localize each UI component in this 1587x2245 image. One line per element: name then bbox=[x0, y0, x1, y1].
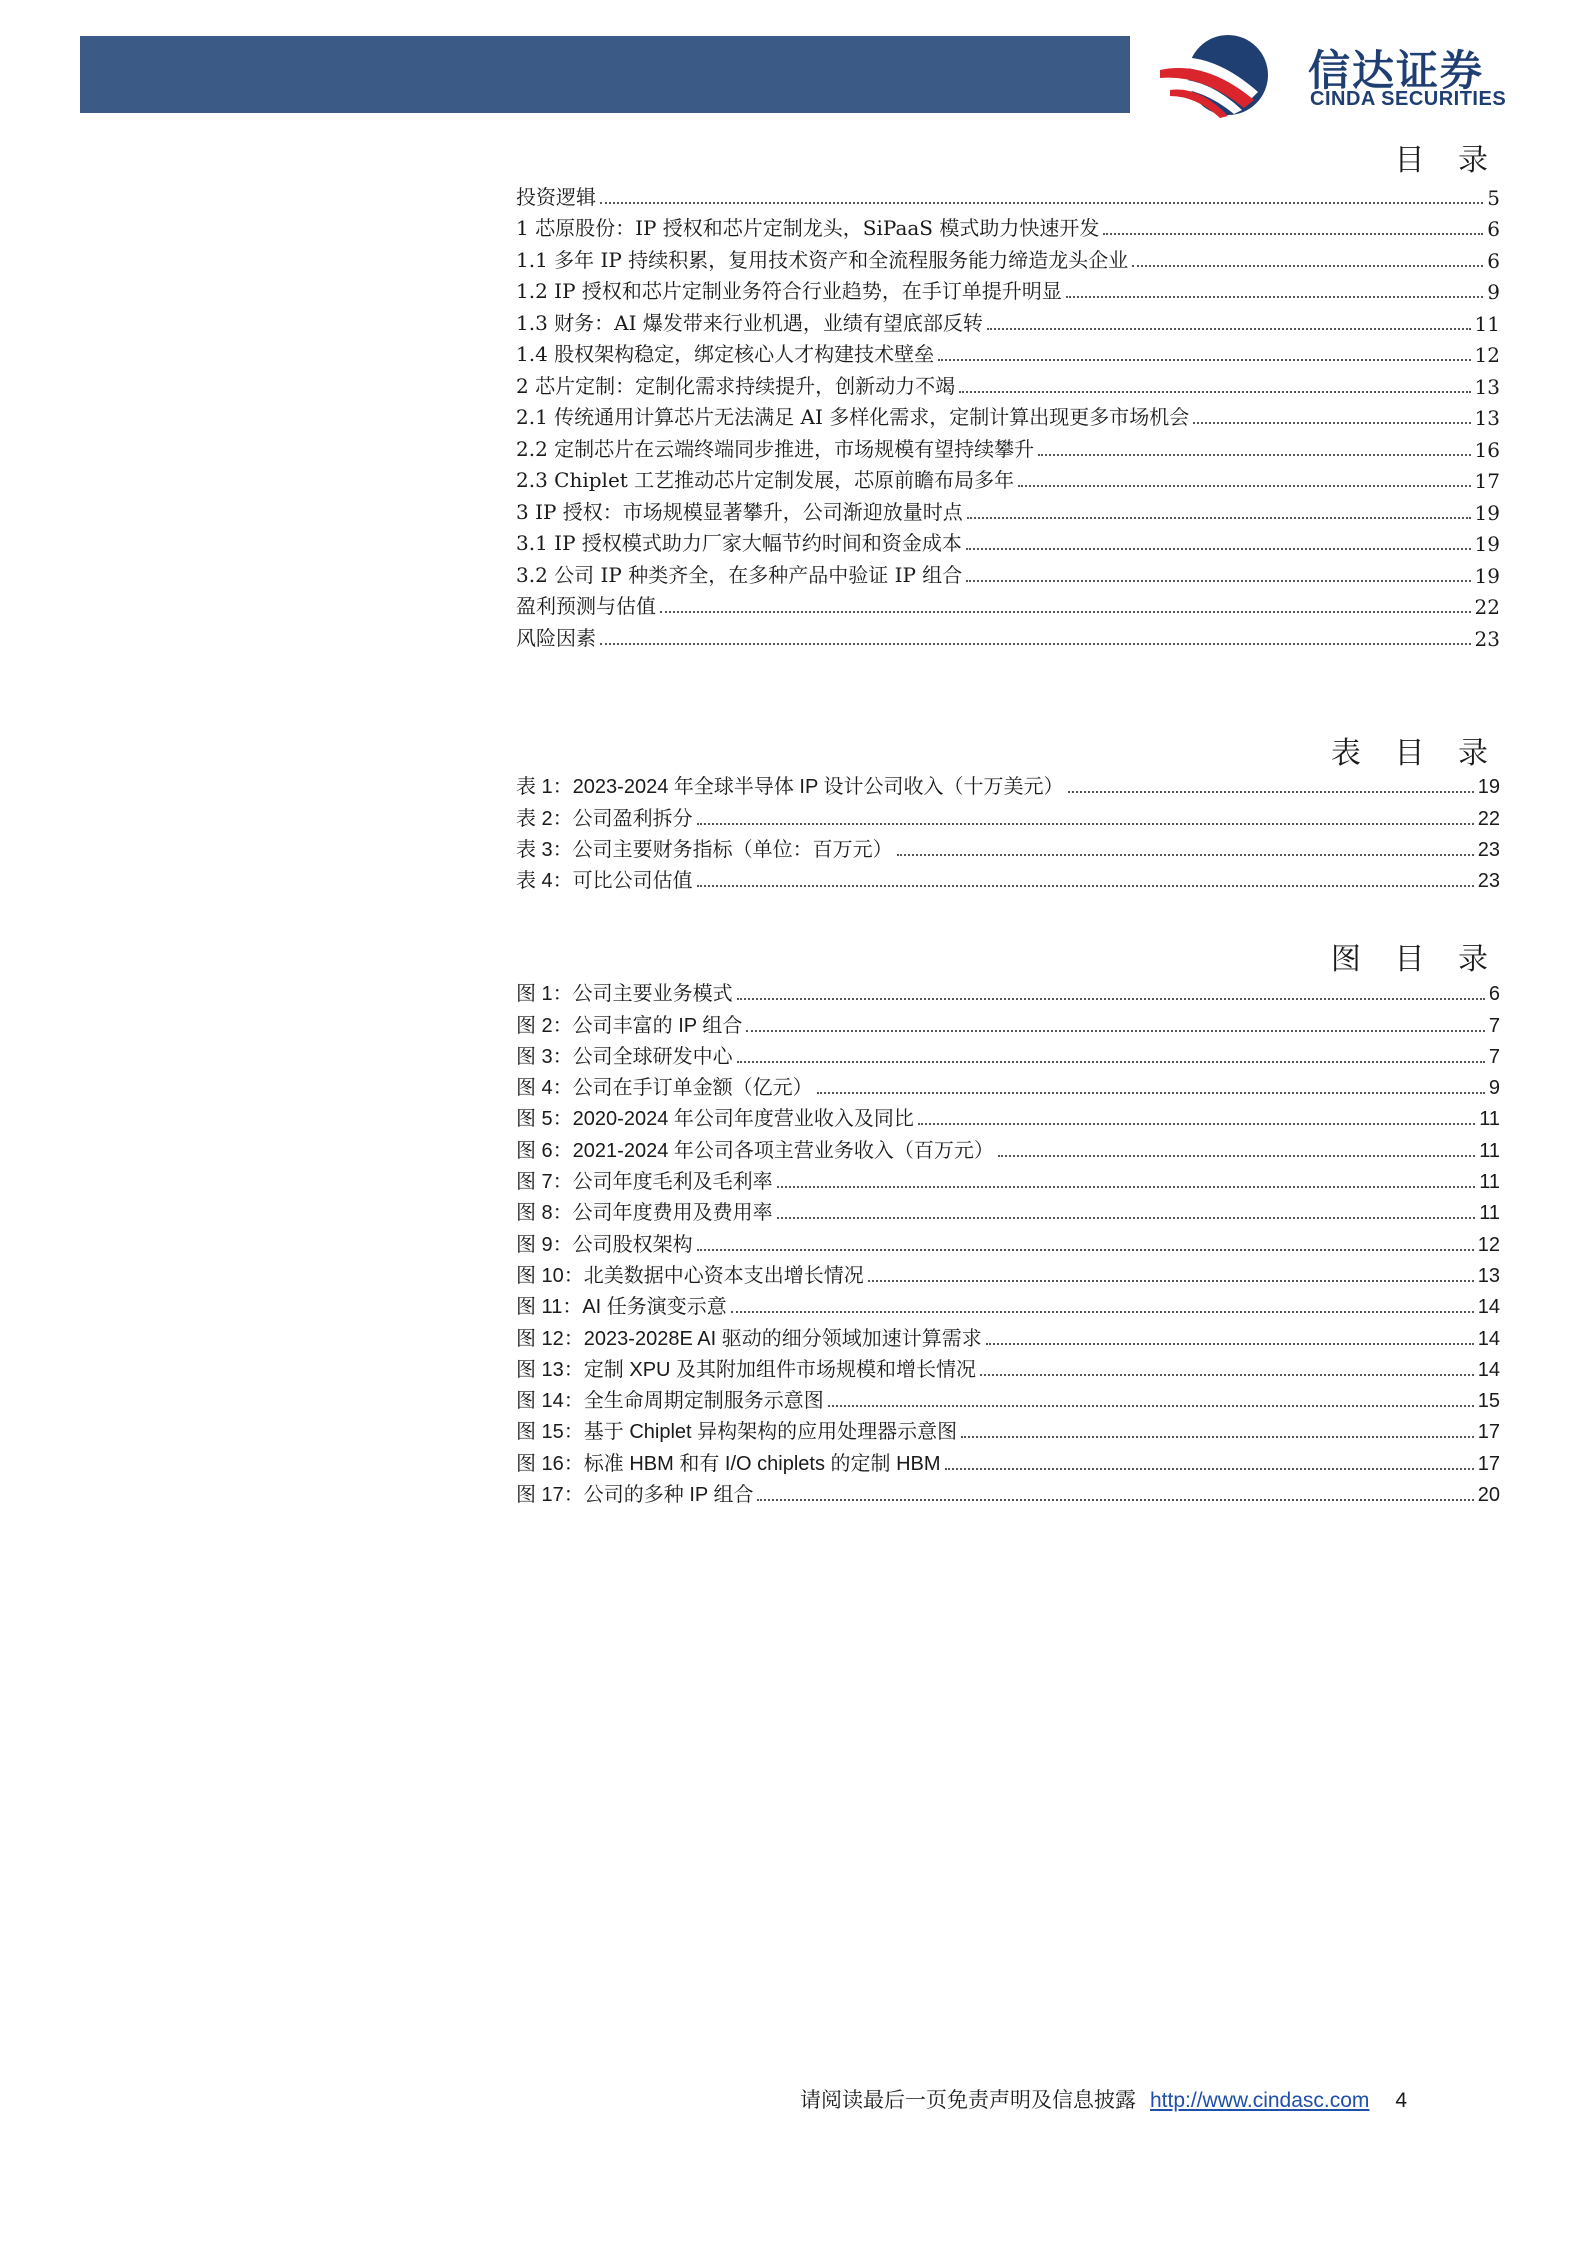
toc-entry-label: 2 芯片定制：定制化需求持续提升，创新动力不竭 bbox=[516, 373, 956, 398]
figures-entry[interactable] bbox=[516, 1319, 1500, 1350]
toc-entry[interactable] bbox=[516, 304, 1500, 336]
toc-entry-label: 1.4 股权架构稳定，绑定核心人才构建技术壁垒 bbox=[516, 342, 935, 366]
toc-entry-page: 19 bbox=[1474, 500, 1500, 525]
tables-list bbox=[516, 768, 1500, 893]
dot-leader bbox=[1018, 485, 1470, 487]
toc-entry[interactable] bbox=[516, 178, 1500, 210]
dot-leader bbox=[817, 1092, 1485, 1094]
dot-leader bbox=[737, 998, 1485, 1000]
figures-entry[interactable] bbox=[516, 1100, 1500, 1131]
toc-entry-page: 22 bbox=[1474, 595, 1500, 619]
figures-entry-page: 14 bbox=[1477, 1296, 1500, 1319]
figures-entry-page: 17 bbox=[1477, 1452, 1500, 1475]
toc-entry[interactable] bbox=[516, 399, 1500, 431]
figures-entry-page: 12 bbox=[1477, 1233, 1500, 1256]
figures-entry-label: 图 3：公司全球研发中心 bbox=[516, 1045, 733, 1068]
toc-entry-page: 13 bbox=[1474, 374, 1500, 399]
tables-entry[interactable] bbox=[516, 831, 1500, 862]
figures-entry-page: 20 bbox=[1477, 1484, 1500, 1507]
figures-entry[interactable] bbox=[516, 1351, 1500, 1382]
figures-entry-page: 14 bbox=[1477, 1358, 1500, 1381]
figures-entry[interactable] bbox=[516, 1382, 1500, 1413]
figures-entry-page: 17 bbox=[1477, 1421, 1500, 1444]
figures-entry[interactable] bbox=[516, 1225, 1500, 1256]
tables-entry[interactable] bbox=[516, 799, 1500, 830]
dot-leader bbox=[660, 611, 1471, 613]
toc-entry-page: 5 bbox=[1487, 185, 1500, 210]
tables-title: 表 目 录 bbox=[1330, 736, 1500, 771]
dot-leader bbox=[737, 1061, 1485, 1063]
dot-leader bbox=[918, 1123, 1475, 1125]
toc-entry-page: 13 bbox=[1474, 406, 1500, 430]
figures-entry-page: 13 bbox=[1477, 1264, 1500, 1287]
figures-entry-label: 图 4：公司在手订单金额（亿元） bbox=[516, 1077, 813, 1100]
dot-leader bbox=[897, 854, 1474, 856]
dot-leader bbox=[959, 391, 1470, 393]
tables-entry-label: 表 1：2023-2024 年全球半导体 IP 设计公司收入（十万美元） bbox=[516, 776, 1064, 799]
dot-leader bbox=[777, 1186, 1476, 1188]
figures-entry[interactable] bbox=[516, 1038, 1500, 1069]
dot-leader bbox=[731, 1311, 1474, 1313]
toc-entry[interactable] bbox=[516, 273, 1500, 305]
figures-entry[interactable] bbox=[516, 1069, 1500, 1100]
figures-entry-label: 图 15：基于 Chiplet 异构架构的应用处理器示意图 bbox=[516, 1421, 958, 1444]
figures-entry[interactable] bbox=[516, 1131, 1500, 1162]
toc-entry-page: 11 bbox=[1474, 311, 1500, 336]
figures-entry-label: 图 9：公司股权架构 bbox=[516, 1233, 693, 1256]
toc-entry-label: 投资逻辑 bbox=[516, 184, 596, 209]
dot-leader bbox=[1068, 791, 1474, 793]
toc-entry-page: 23 bbox=[1474, 626, 1500, 651]
toc-entry-page: 16 bbox=[1474, 437, 1500, 462]
tables-entry-page: 23 bbox=[1477, 870, 1500, 893]
footer-link[interactable]: http://www.cindasc.com bbox=[1150, 2089, 1370, 2112]
tables-entry[interactable] bbox=[516, 768, 1500, 799]
toc-entry[interactable] bbox=[516, 588, 1500, 620]
figures-entry-label: 图 16：标准 HBM 和有 I/O chiplets 的定制 HBM bbox=[516, 1452, 941, 1475]
figures-entry-page: 6 bbox=[1488, 983, 1500, 1006]
figures-entry-label: 图 12：2023-2028E AI 驱动的细分领域加速计算需求 bbox=[516, 1327, 982, 1350]
header-bar bbox=[80, 36, 1130, 113]
figures-entry-label: 图 5：2020-2024 年公司年度营业收入及同比 bbox=[516, 1108, 914, 1131]
toc-entry-page: 19 bbox=[1474, 532, 1500, 556]
figures-entry-label: 图 11：AI 任务演变示意 bbox=[516, 1296, 727, 1319]
figures-entry[interactable] bbox=[516, 1413, 1500, 1444]
dot-leader bbox=[697, 823, 1474, 825]
figures-entry-label: 图 1：公司主要业务模式 bbox=[516, 983, 733, 1006]
figures-entry[interactable] bbox=[516, 1444, 1500, 1475]
dot-leader bbox=[998, 1155, 1475, 1157]
cinda-emblem-icon bbox=[1158, 30, 1298, 120]
dot-leader bbox=[757, 1499, 1473, 1501]
tables-entry-page: 19 bbox=[1477, 776, 1500, 799]
dot-leader bbox=[777, 1217, 1476, 1219]
toc-entry[interactable] bbox=[516, 430, 1500, 462]
toc-entry-label: 3 IP 授权：市场规模显著攀升，公司渐迎放量时点 bbox=[516, 499, 963, 524]
toc-entry[interactable] bbox=[516, 336, 1500, 368]
figures-entry[interactable] bbox=[516, 1288, 1500, 1319]
dot-leader bbox=[697, 885, 1474, 887]
toc-entry-label: 2.2 定制芯片在云端终端同步推进，市场规模有望持续攀升 bbox=[516, 436, 1035, 461]
tables-entry-page: 22 bbox=[1477, 807, 1500, 830]
toc-entry-label: 盈利预测与估值 bbox=[516, 594, 656, 618]
toc-entry-label: 3.2 公司 IP 种类齐全，在多种产品中验证 IP 组合 bbox=[516, 562, 963, 587]
dot-leader bbox=[961, 1436, 1474, 1438]
figures-entry-page: 11 bbox=[1479, 1171, 1500, 1194]
figures-entry-page: 14 bbox=[1477, 1327, 1500, 1350]
toc-entry-label: 1.2 IP 授权和芯片定制业务符合行业趋势，在手订单提升明显 bbox=[516, 279, 1062, 303]
toc-entry-page: 6 bbox=[1487, 248, 1500, 273]
toc-entry-page: 19 bbox=[1474, 563, 1500, 588]
toc-entry-page: 17 bbox=[1474, 469, 1500, 493]
dot-leader bbox=[1193, 422, 1470, 424]
toc-entry-label: 1.1 多年 IP 持续积累，复用技术资产和全流程服务能力缔造龙头企业 bbox=[516, 247, 1129, 272]
toc-entry[interactable] bbox=[516, 493, 1500, 525]
figures-entry[interactable] bbox=[516, 1006, 1500, 1037]
dot-leader bbox=[987, 328, 1471, 330]
toc-entry-page: 12 bbox=[1474, 343, 1500, 367]
figures-entry[interactable] bbox=[516, 975, 1500, 1006]
toc-title: 目 录 bbox=[1394, 143, 1500, 178]
dot-leader bbox=[945, 1468, 1474, 1470]
dot-leader bbox=[938, 359, 1470, 361]
footer bbox=[800, 2084, 1407, 2114]
dot-leader bbox=[1066, 296, 1483, 298]
dot-leader bbox=[600, 643, 1471, 645]
dot-leader bbox=[966, 548, 1471, 550]
figures-entry-label: 图 13：定制 XPU 及其附加组件市场规模和增长情况 bbox=[516, 1358, 977, 1381]
toc-entry-label: 1.3 财务：AI 爆发带来行业机遇，业绩有望底部反转 bbox=[516, 310, 983, 335]
figures-entry-page: 11 bbox=[1479, 1108, 1500, 1131]
toc-entry-label: 1 芯原股份：IP 授权和芯片定制龙头，SiPaaS 模式助力快速开发 bbox=[516, 216, 1100, 240]
footer-disclaimer: 请阅读最后一页免责声明及信息披露 bbox=[800, 2088, 1136, 2112]
dot-leader bbox=[828, 1405, 1474, 1407]
logo-chinese-name: 信达证券 bbox=[1308, 46, 1485, 95]
dot-leader bbox=[697, 1249, 1474, 1251]
toc-entry-label: 3.1 IP 授权模式助力厂家大幅节约时间和资金成本 bbox=[516, 531, 962, 555]
tables-entry[interactable] bbox=[516, 862, 1500, 893]
toc-entry[interactable] bbox=[516, 556, 1500, 588]
dot-leader bbox=[986, 1343, 1474, 1345]
toc-entry[interactable] bbox=[516, 525, 1500, 557]
dot-leader bbox=[1038, 454, 1470, 456]
tables-entry-label: 表 3：公司主要财务指标（单位：百万元） bbox=[516, 838, 893, 861]
toc-entry[interactable] bbox=[516, 241, 1500, 273]
figures-entry[interactable] bbox=[516, 1476, 1500, 1507]
figures-entry-label: 图 7：公司年度毛利及毛利率 bbox=[516, 1171, 773, 1194]
figures-entry-page: 9 bbox=[1488, 1077, 1500, 1100]
figures-entry-label: 图 10：北美数据中心资本支出增长情况 bbox=[516, 1264, 864, 1287]
toc-entry[interactable] bbox=[516, 367, 1500, 399]
dot-leader bbox=[1103, 233, 1483, 235]
figures-entry-label: 图 14：全生命周期定制服务示意图 bbox=[516, 1390, 824, 1413]
tables-entry-label: 表 4：可比公司估值 bbox=[516, 870, 693, 893]
figures-entry-label: 图 17：公司的多种 IP 组合 bbox=[516, 1484, 754, 1507]
dot-leader bbox=[967, 517, 1471, 519]
dot-leader bbox=[1132, 265, 1483, 267]
figures-entry[interactable] bbox=[516, 1257, 1500, 1288]
figures-list bbox=[516, 975, 1500, 1507]
dot-leader bbox=[966, 580, 1470, 582]
figures-title: 图 目 录 bbox=[1330, 942, 1500, 977]
toc-entry[interactable] bbox=[516, 619, 1500, 651]
tables-entry-page: 23 bbox=[1477, 838, 1500, 861]
toc-entry-page: 9 bbox=[1487, 280, 1500, 304]
toc-entry[interactable] bbox=[516, 462, 1500, 494]
logo-english-name: CINDA SECURITIES bbox=[1310, 88, 1507, 110]
toc-list bbox=[516, 178, 1500, 651]
dot-leader bbox=[868, 1280, 1474, 1282]
tables-entry-label: 表 2：公司盈利拆分 bbox=[516, 807, 693, 830]
figures-entry-page: 11 bbox=[1479, 1139, 1500, 1162]
figures-entry-page: 11 bbox=[1479, 1202, 1500, 1225]
figures-entry[interactable] bbox=[516, 1163, 1500, 1194]
toc-entry-page: 6 bbox=[1487, 217, 1500, 241]
figures-entry-label: 图 6：2021-2024 年公司各项主营业务收入（百万元） bbox=[516, 1139, 994, 1162]
figures-entry-page: 7 bbox=[1488, 1014, 1500, 1037]
company-logo bbox=[1158, 30, 1538, 120]
page-number: 4 bbox=[1395, 2089, 1408, 2112]
figures-entry-label: 图 2：公司丰富的 IP 组合 bbox=[516, 1014, 743, 1037]
toc-entry[interactable] bbox=[516, 210, 1500, 242]
figures-entry-label: 图 8：公司年度费用及费用率 bbox=[516, 1202, 773, 1225]
dot-leader bbox=[980, 1374, 1474, 1376]
toc-entry-label: 2.1 传统通用计算芯片无法满足 AI 多样化需求，定制计算出现更多市场机会 bbox=[516, 405, 1190, 429]
dot-leader bbox=[746, 1030, 1485, 1032]
figures-entry-page: 7 bbox=[1488, 1045, 1500, 1068]
figures-entry[interactable] bbox=[516, 1194, 1500, 1225]
toc-entry-label: 2.3 Chiplet 工艺推动芯片定制发展，芯原前瞻布局多年 bbox=[516, 468, 1015, 492]
toc-entry-label: 风险因素 bbox=[516, 625, 596, 650]
dot-leader bbox=[600, 202, 1483, 204]
figures-entry-page: 15 bbox=[1477, 1390, 1500, 1413]
